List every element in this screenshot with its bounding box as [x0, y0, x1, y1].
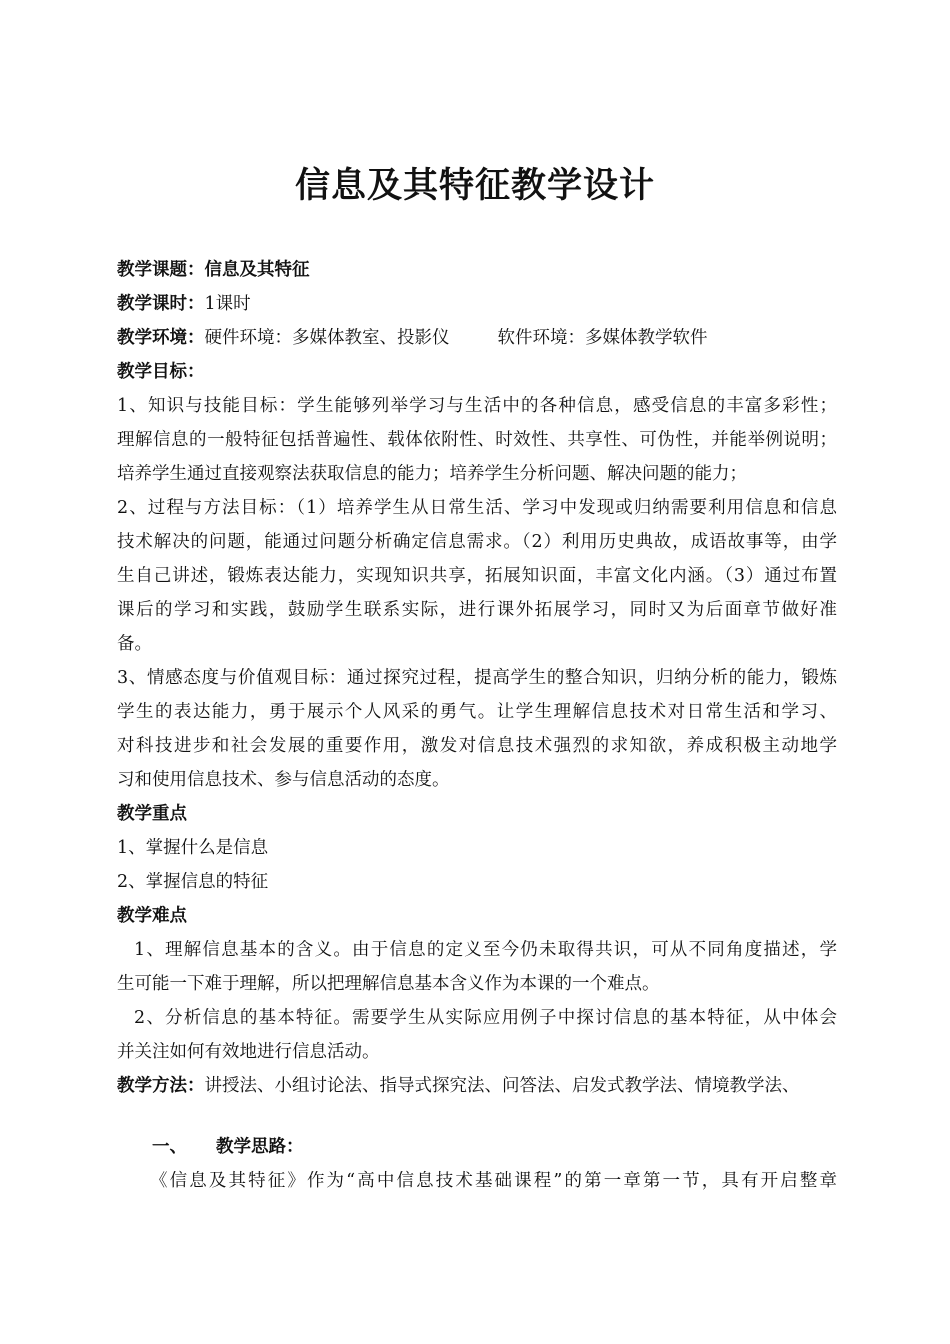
key-point-1: 1、掌握什么是信息: [117, 838, 269, 858]
software-environment: 软件环境：多媒体教学软件: [497, 328, 708, 348]
goal-3-line-3: 对科技进步和社会发展的重要作用，激发对信息技术强烈的求知欲，养成积极主动地学: [117, 736, 837, 756]
key-points-heading: 教学重点: [117, 804, 187, 824]
goals-heading: 教学目标：: [117, 362, 205, 382]
difficulty-1-line-2: 生可能一下难于理解，所以把理解信息基本含义作为本课的一个难点。: [117, 974, 660, 994]
topic-value: 信息及其特征: [204, 260, 310, 280]
goal-3-line-4: 习和使用信息技术、参与信息活动的态度。: [117, 770, 450, 790]
goal-3-line-1: 3、情感态度与价值观目标：通过探究过程，提高学生的整合知识，归纳分析的能力，锻炼: [117, 668, 837, 688]
difficulties-heading: 教学难点: [117, 906, 187, 926]
topic-row: [117, 253, 837, 287]
methods-label: 教学方法：: [117, 1076, 205, 1096]
goal-2-line-1: 2、过程与方法目标：（1）培养学生从日常生活、学习中发现或归纳需要利用信息和信息: [117, 498, 837, 518]
section-1-number: 一、: [152, 1137, 187, 1157]
environment-row: [117, 321, 837, 355]
methods-value: 讲授法、小组讨论法、指导式探究法、问答法、启发式教学法、情境教学法、: [204, 1076, 800, 1096]
difficulty-1-line-1: 1、理解信息基本的含义。由于信息的定义至今仍未取得共识，可从不同角度描述，学: [134, 940, 837, 960]
difficulty-2-line-1: 2、分析信息的基本特征。需要学生从实际应用例子中探讨信息的基本特征，从中体会: [134, 1008, 837, 1028]
topic-label: 教学课题：: [117, 260, 205, 280]
document-title: 信息及其特征教学设计: [294, 166, 655, 206]
goal-1-line-3: 培养学生通过直接观察法获取信息的能力；培养学生分析问题、解决问题的能力；: [117, 464, 747, 484]
difficulty-2-line-2: 并关注如何有效地进行信息活动。: [117, 1042, 380, 1062]
key-point-2: 2、掌握信息的特征: [117, 872, 269, 892]
section-1-title: 教学思路：: [216, 1137, 304, 1157]
hours-row: [117, 287, 837, 321]
hours-label: 教学课时：: [117, 294, 205, 314]
methods-row: [117, 1069, 837, 1103]
section-1-text: 《信息及其特征》作为“高中信息技术基础课程”的第一章第一节，具有开启整章: [150, 1171, 837, 1191]
hardware-environment: 硬件环境：多媒体教室、投影仪: [204, 328, 450, 348]
goal-2-line-5: 备。: [117, 634, 152, 654]
goal-2-line-3: 生自己讲述，锻炼表达能力，实现知识共享，拓展知识面，丰富文化内涵。（3）通过布置: [117, 566, 837, 586]
goal-1-line-2: 理解信息的一般特征包括普遍性、载体依附性、时效性、共享性、可伪性，并能举例说明；: [117, 430, 837, 450]
goal-2-line-2: 技术解决的问题，能通过问题分析确定信息需求。（2）利用历史典故，成语故事等，由学: [117, 532, 837, 552]
goal-3-line-2: 学生的表达能力，勇于展示个人风采的勇气。让学生理解信息技术对日常生活和学习、: [117, 702, 837, 722]
hours-value: 1课时: [204, 294, 251, 314]
goal-2-line-4: 课后的学习和实践，鼓励学生联系实际，进行课外拓展学习，同时又为后面章节做好准: [117, 600, 837, 620]
environment-label: 教学环境：: [117, 328, 205, 348]
goal-1-line-1: 1、知识与技能目标：学生能够列举学习与生活中的各种信息，感受信息的丰富多彩性；: [117, 396, 837, 416]
